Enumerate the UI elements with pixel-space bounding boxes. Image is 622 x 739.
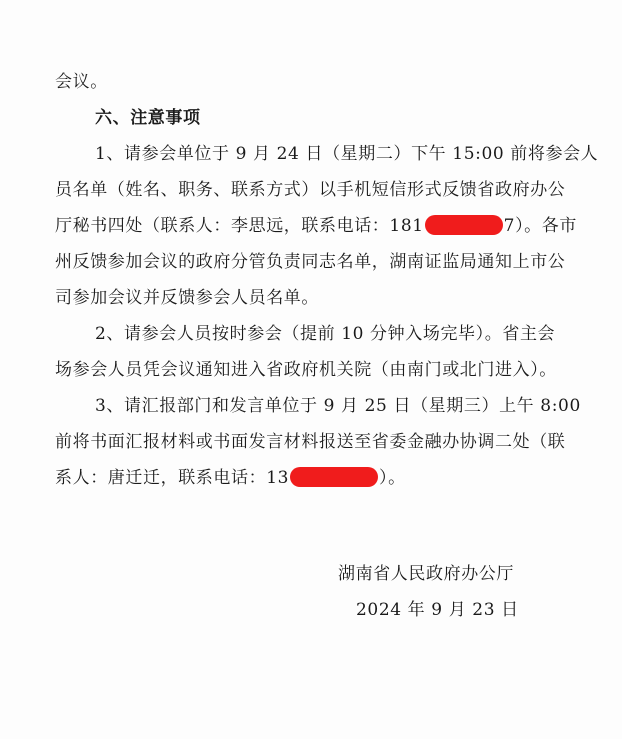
item1-text: 司参加会议并反馈参会人员名单。 xyxy=(55,288,319,308)
item3-text: 3、请汇报部门和发言单位于 9 月 25 日（星期三）上午 8:00 xyxy=(95,396,581,416)
section-heading-text: 六、注意事项 xyxy=(95,108,201,128)
item2-line2 xyxy=(55,358,557,382)
text-line xyxy=(55,70,108,94)
item2-line1 xyxy=(95,322,555,346)
item1-line2 xyxy=(55,178,565,202)
item1-text: 7）。各市 xyxy=(503,216,577,236)
redaction-mark xyxy=(290,467,378,487)
item1-text: 员名单（姓名、职务、联系方式）以手机短信形式反馈省政府办公 xyxy=(55,180,566,200)
section-heading xyxy=(95,106,201,130)
item1-line4 xyxy=(55,250,565,274)
item3-text: 前将书面汇报材料或书面发言材料报送至省委金融办协调二处（联 xyxy=(55,432,566,452)
item2-text: 2、请参会人员按时参会（提前 10 分钟入场完毕）。省主会 xyxy=(95,324,556,344)
signature-date-text: 2024 年 9 月 23 日 xyxy=(356,600,519,620)
item3-text: 系人：唐迁迁，联系电话：13 xyxy=(55,468,290,488)
paragraph-text: 会议。 xyxy=(55,72,108,92)
redaction-mark xyxy=(425,215,503,235)
item3-line1 xyxy=(95,394,581,418)
signature-date xyxy=(356,598,519,622)
item3-line3 xyxy=(55,466,406,490)
item1-line1 xyxy=(95,142,598,166)
item1-text: 厅秘书四处（联系人：李思远，联系电话：181 xyxy=(55,216,424,236)
item3-text: ）。 xyxy=(379,468,406,488)
signature-org-text: 湖南省人民政府办公厅 xyxy=(338,564,514,584)
signature-org xyxy=(338,562,514,586)
item1-text: 1、请参会单位于 9 月 24 日（星期二）下午 15:00 前将参会人 xyxy=(95,144,599,164)
item1-line5 xyxy=(55,286,319,310)
item1-text: 州反馈参加会议的政府分管负责同志名单，湖南证监局通知上市公 xyxy=(55,252,566,272)
item2-text: 场参会人员凭会议通知进入省政府机关院（由南门或北门进入）。 xyxy=(55,360,557,380)
item3-line2 xyxy=(55,430,565,454)
item1-line3 xyxy=(55,214,577,238)
